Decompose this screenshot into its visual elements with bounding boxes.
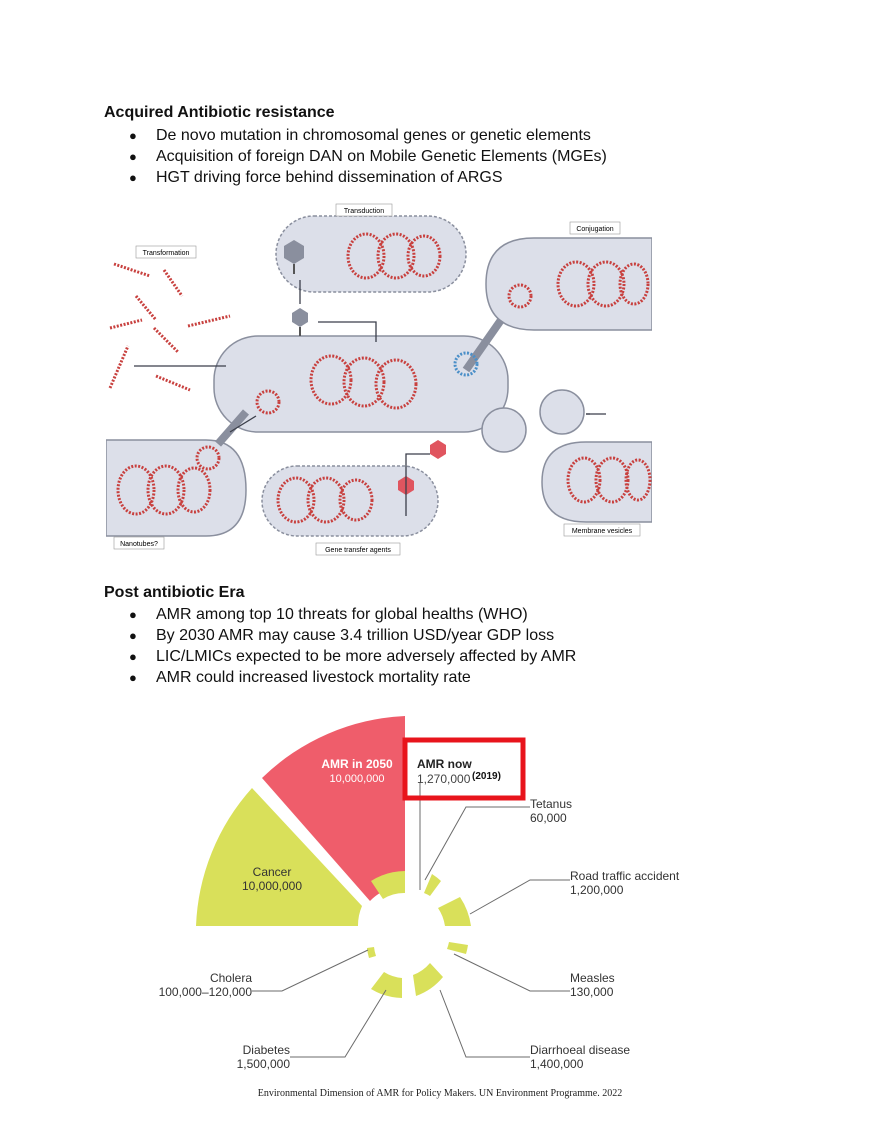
label-transformation: Transformation — [142, 250, 190, 257]
amr-deaths-chart — [0, 700, 880, 1090]
conjugation-donor-cell — [486, 238, 652, 330]
amr-now-value: 1,270,000 — [417, 772, 471, 786]
cholera-label: Cholera — [209, 971, 252, 985]
bullet-icon: ● — [129, 607, 137, 622]
budding-vesicle — [482, 408, 526, 452]
label-conjugation: Conjugation — [576, 226, 614, 233]
membrane-vesicle — [540, 390, 584, 434]
horizontal-gene-transfer-figure — [106, 200, 652, 562]
bullet-icon: ● — [129, 628, 137, 643]
list-item: ● De novo mutation in chromosomal genes or genetic elements — [129, 127, 591, 144]
amr-2050-label: AMR in 2050 — [321, 757, 393, 771]
bullet-list-post-antibiotic-era — [104, 604, 576, 688]
tetanus-value: 60,000 — [530, 811, 567, 825]
label-gene-transfer-agents: Gene transfer agents — [325, 547, 391, 554]
road-traffic-label: Road traffic accident — [570, 869, 680, 883]
figure-caption: Environmental Dimension of AMR for Policy Makers. UN Environment Programme. 2022 — [257, 1088, 623, 1099]
bullet-list-acquired-resistance — [104, 125, 607, 188]
tetanus-label: Tetanus — [530, 797, 573, 811]
bullet-icon: ● — [129, 670, 137, 685]
section-heading-post-antibiotic-era: Post antibiotic Era — [104, 584, 245, 601]
gene-transfer-agent-cell — [262, 466, 438, 536]
recipient-cell — [214, 336, 508, 432]
cancer-label: Cancer — [252, 865, 292, 879]
amr-now-year: (2019) — [472, 771, 501, 782]
label-nanotubes: Nanotubes? — [120, 541, 158, 548]
list-item: ● LIC/LMICs expected to be more adversely affected by AMR — [129, 648, 577, 665]
list-item: ● Acquisition of foreign DAN on Mobile Genetic Elements (MGEs) — [129, 148, 607, 165]
bacteriophage-icon — [292, 308, 308, 336]
bullet-icon: ● — [129, 649, 137, 664]
cancer-value: 10,000,000 — [241, 879, 303, 893]
bullet-icon: ● — [129, 128, 137, 143]
diarrhoeal-value: 1,400,000 — [530, 1057, 584, 1071]
list-item: ● AMR among top 10 threats for global healths (WHO) — [129, 606, 528, 623]
measles-value: 130,000 — [570, 985, 614, 999]
bullet-icon: ● — [129, 170, 137, 185]
diabetes-label: Diabetes — [242, 1043, 290, 1057]
bullet-icon: ● — [129, 149, 137, 164]
section-heading-acquired-resistance: Acquired Antibiotic resistance — [104, 104, 335, 121]
road-traffic-value: 1,200,000 — [570, 883, 624, 897]
segment-road-traffic — [438, 897, 471, 926]
amr-2050-value: 10,000,000 — [329, 773, 385, 785]
cholera-value: 100,000–120,000 — [158, 985, 252, 999]
measles-label: Measles — [570, 971, 615, 985]
list-item: ● By 2030 AMR may cause 3.4 trillion USD/year GDP loss — [129, 627, 555, 644]
segment-cholera — [367, 947, 376, 958]
segment-diabetes — [371, 972, 402, 998]
list-item: ● HGT driving force behind dissemination of ARGS — [129, 169, 503, 186]
amr-now-label: AMR now — [417, 757, 472, 771]
diarrhoeal-label: Diarrhoeal disease — [530, 1043, 631, 1057]
free-dna-fragments — [110, 264, 230, 390]
nanotube-cell — [106, 440, 246, 536]
diabetes-value: 1,500,000 — [236, 1057, 290, 1071]
label-transduction: Transduction — [343, 208, 385, 215]
segment-diarrhoeal — [413, 963, 443, 996]
label-membrane-vesicles: Membrane vesicles — [571, 528, 633, 535]
list-item: ● AMR could increased livestock mortality rate — [129, 669, 471, 686]
segment-measles — [447, 942, 468, 954]
transduction-cell — [276, 216, 466, 292]
